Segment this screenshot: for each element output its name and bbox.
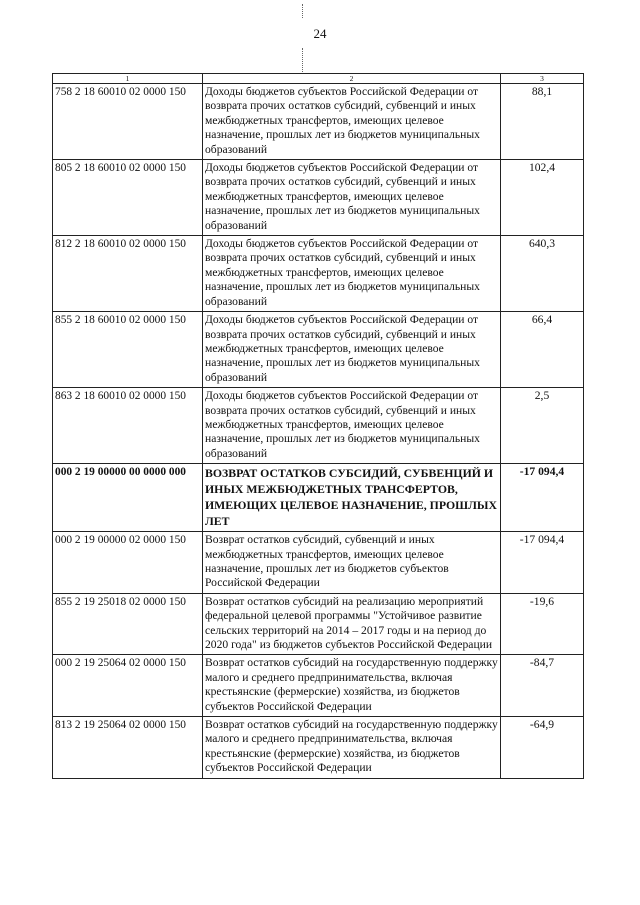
row-value: 640,3 xyxy=(501,236,584,312)
table-row xyxy=(53,464,584,532)
row-value: -64,9 xyxy=(501,717,584,779)
scan-mark-mid xyxy=(302,48,303,72)
row-name: Доходы бюджетов субъектов Российской Федерации от возврата прочих остатков субсидий, субвенций и иных межбюджетных трансфертов, имеющих целевое назначение, прошлых лет из бюджетов муниципальных образований xyxy=(203,84,501,160)
row-name: Возврат остатков субсидий на реализацию мероприятий федеральной целевой программы "Устойчивое развитие сельских территорий на 2014 – 2017 годы и на период до 2020 года" из бюджетов субъектов Российской Федерации xyxy=(203,593,501,655)
row-name: Возврат остатков субсидий на государственную поддержку малого и среднего предпринимательства, включая крестьянские (фермерские) хозяйства, из бюджетов субъектов Российской Федерации xyxy=(203,717,501,779)
row-code: 805 2 18 60010 02 0000 150 xyxy=(53,160,203,236)
row-value: 102,4 xyxy=(501,160,584,236)
table-row xyxy=(53,160,584,236)
table-header-row xyxy=(53,74,584,84)
table-row xyxy=(53,312,584,388)
row-name: Возврат остатков субсидий на государственную поддержку малого и среднего предпринимательства, включая крестьянские (фермерские) хозяйства, из бюджетов субъектов Российской Федерации xyxy=(203,655,501,717)
row-name: ВОЗВРАТ ОСТАТКОВ СУБСИДИЙ, СУБВЕНЦИЙ И ИНЫХ МЕЖБЮДЖЕТНЫХ ТРАНСФЕРТОВ, ИМЕЮЩИХ ЦЕЛЕВОЕ НАЗНАЧЕНИЕ, ПРОШЛЫХ ЛЕТ xyxy=(203,464,501,532)
column-header-code: 1 xyxy=(53,74,203,84)
row-code: 855 2 18 60010 02 0000 150 xyxy=(53,312,203,388)
row-value: -17 094,4 xyxy=(501,532,584,594)
table-row xyxy=(53,655,584,717)
row-name: Доходы бюджетов субъектов Российской Федерации от возврата прочих остатков субсидий, субвенций и иных межбюджетных трансфертов, имеющих целевое назначение, прошлых лет из бюджетов муниципальных образований xyxy=(203,236,501,312)
table-row xyxy=(53,388,584,464)
row-value: 88,1 xyxy=(501,84,584,160)
table-row xyxy=(53,717,584,779)
row-name: Доходы бюджетов субъектов Российской Федерации от возврата прочих остатков субсидий, субвенций и иных межбюджетных трансфертов, имеющих целевое назначение, прошлых лет из бюджетов муниципальных образований xyxy=(203,160,501,236)
row-name: Возврат остатков субсидий, субвенций и иных межбюджетных трансфертов, имеющих целевое назначение, прошлых лет из бюджетов субъектов Российской Федерации xyxy=(203,532,501,594)
row-value: 2,5 xyxy=(501,388,584,464)
row-value: 66,4 xyxy=(501,312,584,388)
table-row xyxy=(53,84,584,160)
row-code: 863 2 18 60010 02 0000 150 xyxy=(53,388,203,464)
row-code: 000 2 19 00000 00 0000 000 xyxy=(53,464,203,532)
row-code: 000 2 19 25064 02 0000 150 xyxy=(53,655,203,717)
row-value: -17 094,4 xyxy=(501,464,584,532)
row-code: 000 2 19 00000 02 0000 150 xyxy=(53,532,203,594)
table-row xyxy=(53,532,584,594)
scan-mark-top xyxy=(302,4,303,18)
column-header-value: 3 xyxy=(501,74,584,84)
row-code: 855 2 19 25018 02 0000 150 xyxy=(53,593,203,655)
row-name: Доходы бюджетов субъектов Российской Федерации от возврата прочих остатков субсидий, субвенций и иных межбюджетных трансфертов, имеющих целевое назначение, прошлых лет из бюджетов муниципальных образований xyxy=(203,388,501,464)
table-row xyxy=(53,236,584,312)
row-value: -19,6 xyxy=(501,593,584,655)
row-code: 812 2 18 60010 02 0000 150 xyxy=(53,236,203,312)
row-code: 813 2 19 25064 02 0000 150 xyxy=(53,717,203,779)
row-value: -84,7 xyxy=(501,655,584,717)
table-row xyxy=(53,593,584,655)
page-number: 24 xyxy=(313,26,327,41)
column-header-name: 2 xyxy=(203,74,501,84)
row-name: Доходы бюджетов субъектов Российской Федерации от возврата прочих остатков субсидий, субвенций и иных межбюджетных трансфертов, имеющих целевое назначение, прошлых лет из бюджетов муниципальных образований xyxy=(203,312,501,388)
budget-table xyxy=(52,73,584,779)
row-code: 758 2 18 60010 02 0000 150 xyxy=(53,84,203,160)
